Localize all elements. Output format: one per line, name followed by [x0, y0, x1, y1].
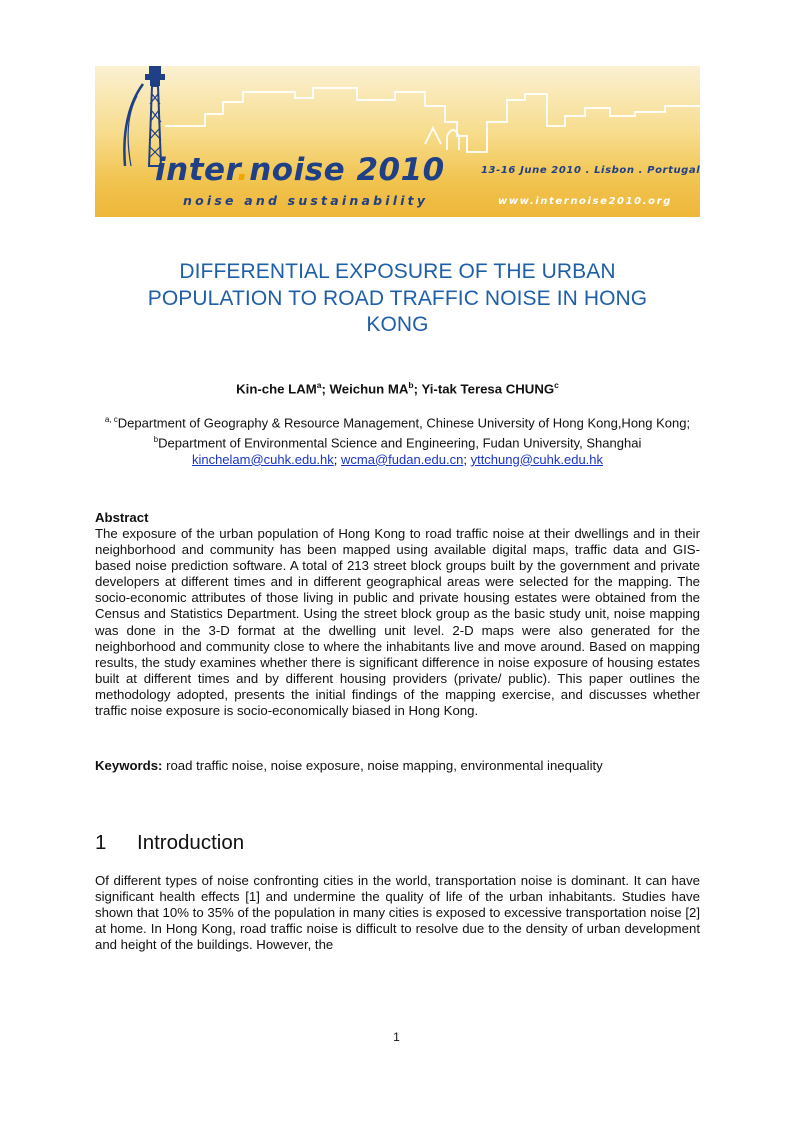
author-affiliation-mark: a — [316, 380, 322, 390]
brand-dot: . — [236, 152, 250, 188]
conference-dates-location: 13-16 June 2010 . Lisbon . Portugal — [481, 165, 700, 176]
email-separator: ; — [463, 451, 471, 467]
email-link[interactable]: yttchung@cuhk.edu.hk — [470, 451, 604, 467]
section-number: 1 — [95, 831, 107, 854]
affiliation-mark: b — [153, 434, 159, 444]
brand-inter: inter — [155, 152, 237, 188]
conference-url: www.internoise2010.org — [498, 196, 672, 207]
paper-title — [95, 259, 700, 339]
title-line: POPULATION TO ROAD TRAFFIC NOISE IN HONG — [147, 286, 648, 310]
conference-banner — [95, 66, 700, 217]
affiliation-text: Department of Environmental Science and Engineering, Fudan University, Shanghai — [158, 435, 642, 451]
author-separator: ; — [321, 381, 330, 397]
keywords-label: Keywords: — [95, 758, 163, 773]
brand-noise: noise 2010 — [249, 152, 445, 188]
abstract-text: The exposure of the urban population of Hong Kong to road traffic noise at their dwellings and in their neighborhood and community has been mapped using available digital maps, traffic data and GIS-based noise prediction software. A total of 213 street block groups built by the government and private developers at different times and in different geographical areas were selected for the mapping. The socio-economic attributes of those living in public and private housing estates were obtained from the Census and Statistics Department. Using the street block group as the basic study unit, noise mapping was done in the 3-D format at the dwelling unit level. 2-D maps were also generated for the neighborhood and community close to where the inhabitants live and move around. Based on mapping results, the study examines whether there is significant difference in noise exposure of housing estates built at different times and by different housing providers (private/ public). This paper outlines the methodology adopted, presents the initial findings of the mapping exercise, and discusses whether traffic noise exposure is socio-economically biased in Hong Kong. — [95, 526, 700, 719]
abstract-heading: Abstract — [95, 510, 149, 525]
author-affiliation-mark: b — [408, 380, 414, 390]
conference-name — [155, 152, 445, 188]
conference-tagline: noise and sustainability — [183, 193, 429, 208]
section-heading — [95, 831, 244, 855]
affiliation-line — [95, 412, 700, 432]
title-line: DIFFERENTIAL EXPOSURE OF THE URBAN — [179, 260, 616, 283]
keywords-text: road traffic noise, noise exposure, noise mapping, environmental inequality — [162, 758, 603, 773]
email-line — [95, 452, 700, 469]
affiliations — [95, 412, 700, 468]
author-name: Yi-tak Teresa CHUNG — [421, 381, 555, 397]
email-separator: ; — [333, 451, 342, 467]
author-name: Kin-che LAM — [236, 381, 317, 397]
keywords — [95, 758, 700, 773]
affiliation-mark: a, c — [104, 415, 118, 424]
title-line: KONG — [366, 313, 429, 336]
author-separator: ; — [413, 381, 422, 397]
author-list — [95, 380, 700, 396]
section-title: Introduction — [137, 831, 245, 854]
introduction-text: Of different types of noise confronting cities in the world, transportation noise is dominant. It can have significant health effects [1] and undermine the quality of life of the urban inhabitants. Studies have shown that 10% to 35% of the population in many cities is exposed to excessive transportation noise [2] at home. In Hong Kong, road traffic noise is difficult to resolve due to the density of urban development and height of the buildings. However, the — [95, 873, 700, 953]
author-affiliation-mark: c — [554, 380, 559, 390]
email-link[interactable]: wcma@fudan.edu.cn — [341, 451, 464, 467]
email-link[interactable]: kinchelam@cuhk.edu.hk — [191, 451, 334, 467]
affiliation-text: Department of Geography & Resource Management, Chinese University of Hong Kong,Hong Kong; — [117, 415, 691, 431]
author-name: Weichun MA — [329, 381, 409, 397]
page-number: 1 — [393, 1030, 400, 1044]
affiliation-line — [95, 432, 700, 452]
